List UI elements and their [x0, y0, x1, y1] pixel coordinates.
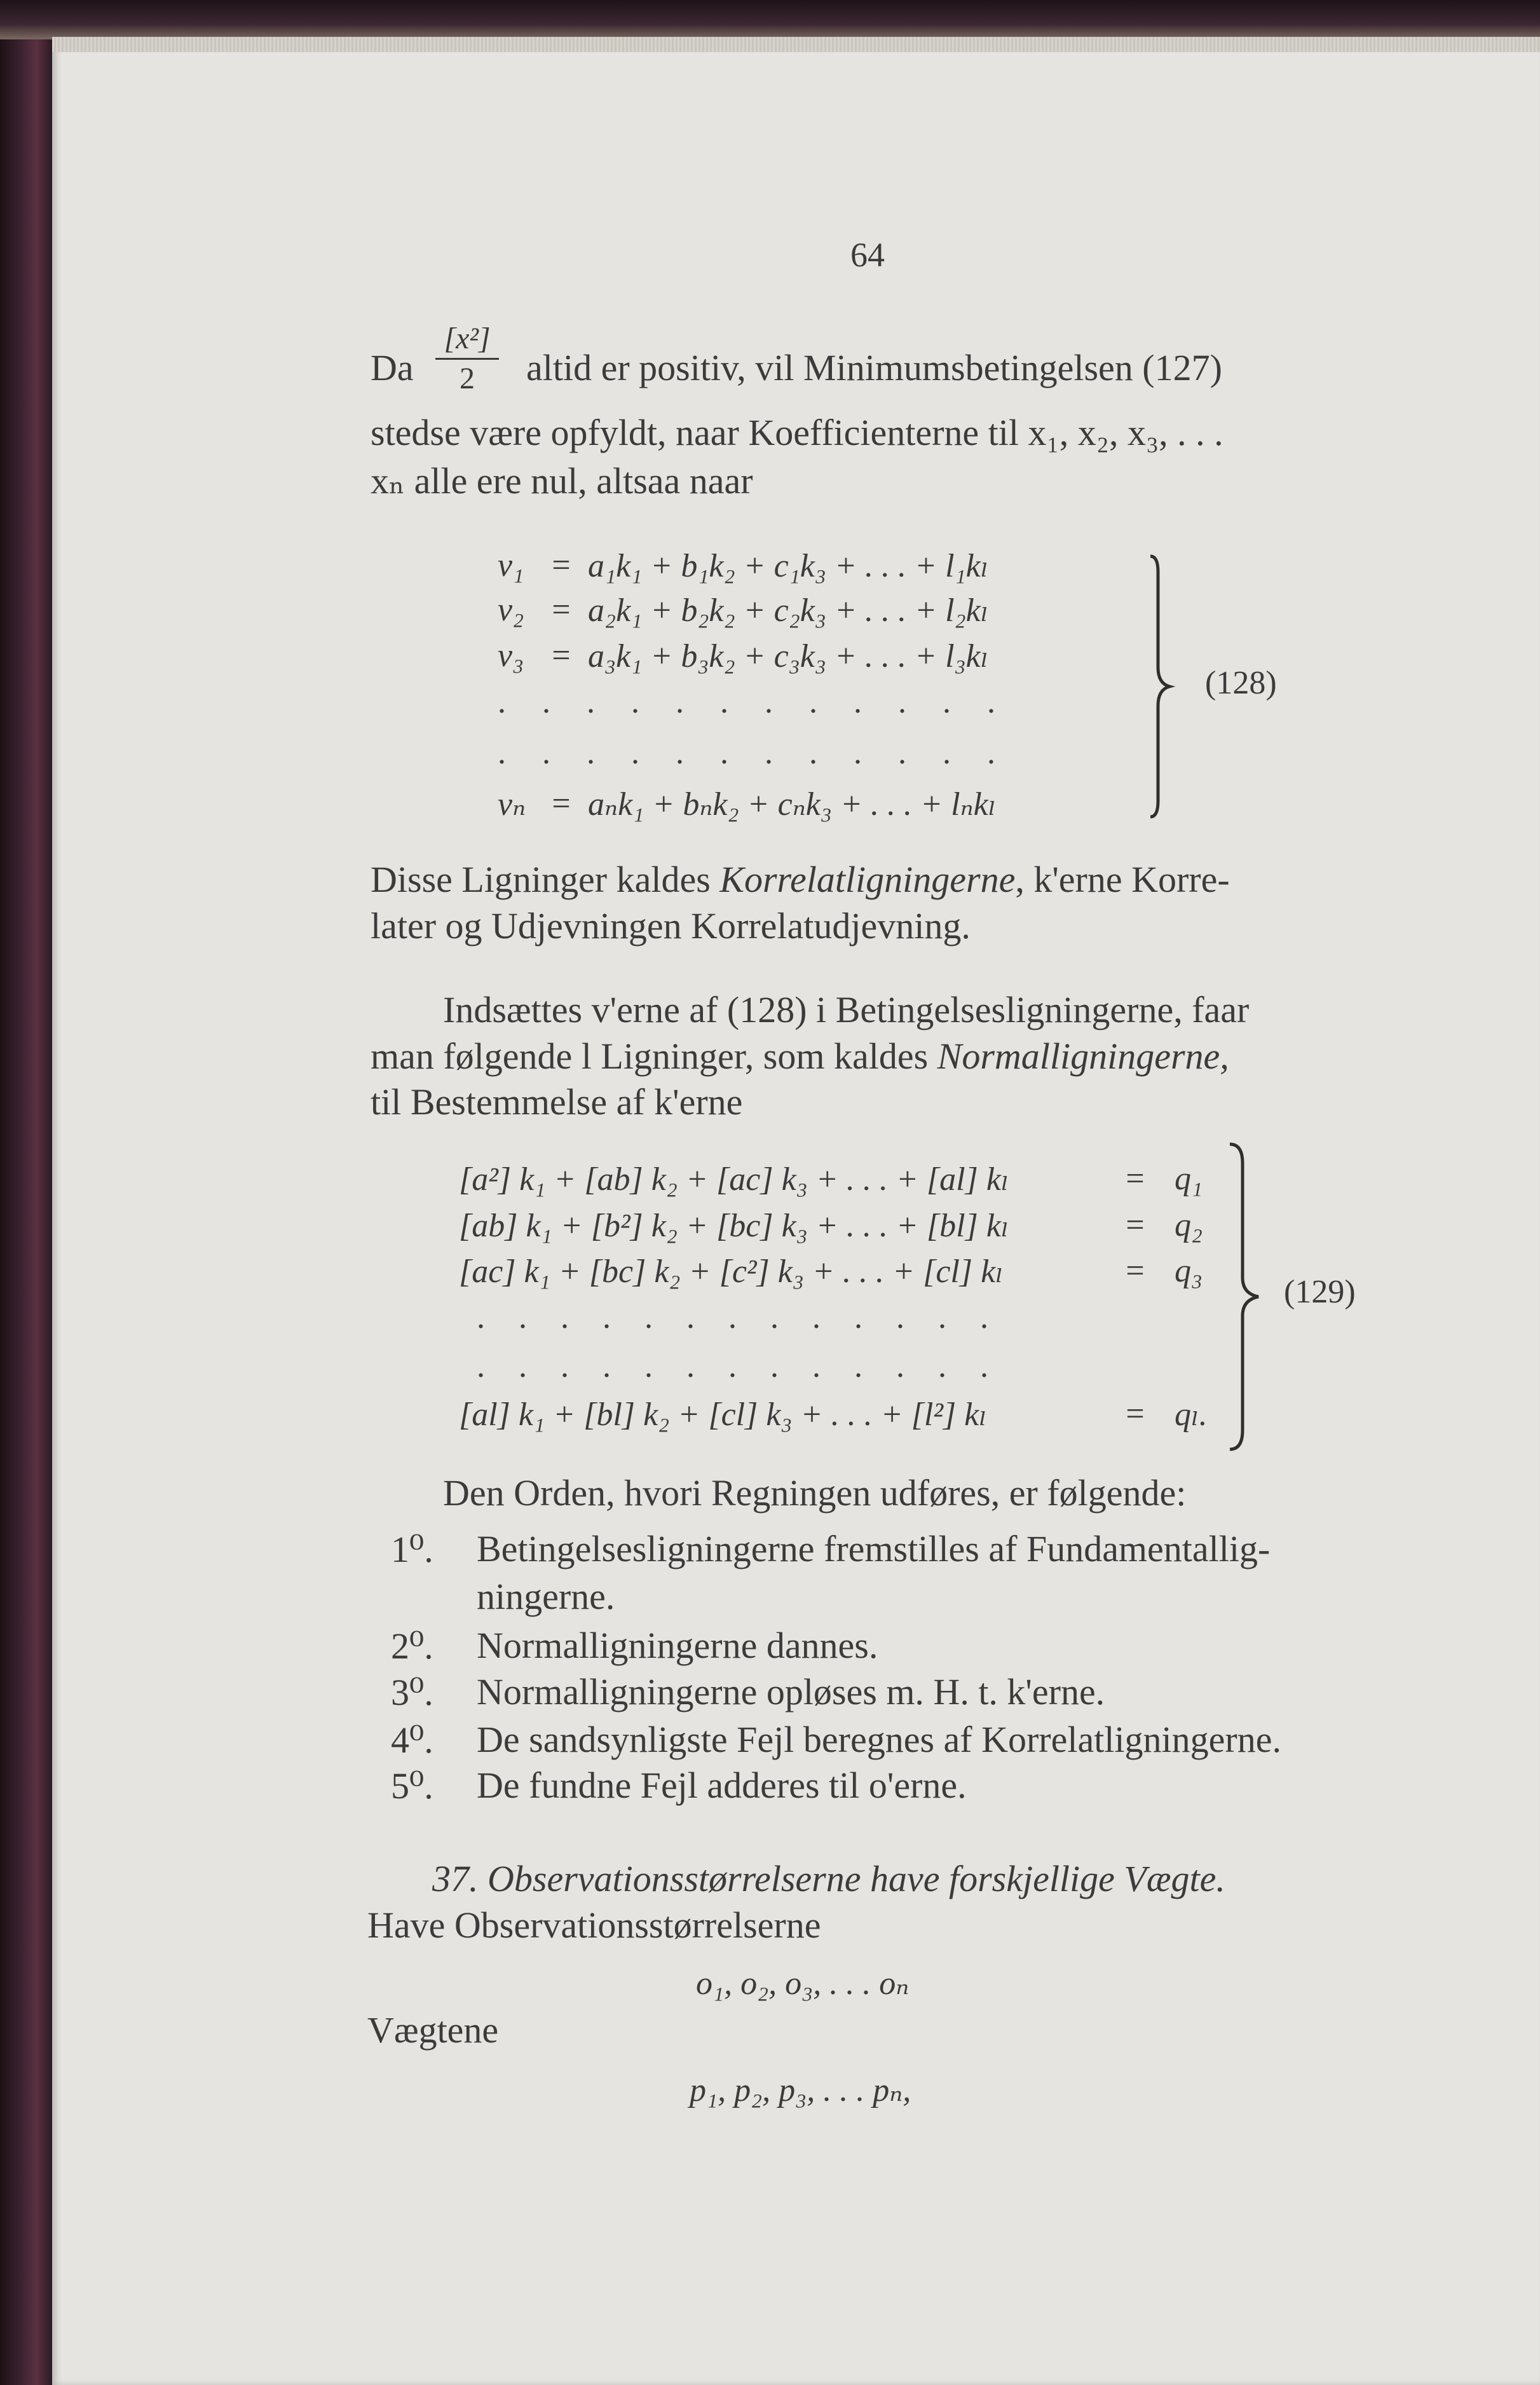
eq129-equals: = [1124, 1253, 1147, 1289]
eq128-rhs: a₂k₁ + b₂k₂ + c₂k₃ + . . . + l₂kₗ [588, 592, 989, 629]
eq128-dots: . . . . . . . . . . . . [498, 735, 1009, 771]
eq128-lhs: vₙ [498, 786, 526, 823]
eq128-lhs: v₁ [498, 547, 524, 584]
eq129-equals: = [1124, 1207, 1147, 1243]
eq129-rhs: q₁ [1175, 1161, 1203, 1197]
section-37-heading: 37. Observationsstørrelserne have forskjellige Vægte. [432, 1858, 1225, 1899]
intro-line2: stedse være opfyldt, naar Koefficienterne til x₁, x₂, x₃, . . . [371, 412, 1223, 453]
eq129-rhs: qₗ. [1175, 1397, 1208, 1433]
section-37-line2: Vægtene [367, 2009, 499, 2051]
para2-line1: Indsættes v'erne af (128) i Betingelsesligningerne, faar [443, 989, 1250, 1030]
book-spine-top [0, 0, 1540, 39]
weights-list: p₁, p₂, p₃, . . . pₙ, [690, 2072, 911, 2108]
para2-line2: man følgende l Ligninger, som kaldes Normalligningerne, [371, 1035, 1229, 1077]
intro-da: Da [371, 347, 414, 388]
eq129-dots: . . . . . . . . . . . . . [477, 1299, 1001, 1336]
eq129-brace [1223, 1141, 1268, 1452]
page-edge [52, 37, 1540, 52]
fraction-bar [435, 358, 499, 360]
order-item-number: 5⁰. [391, 1765, 433, 1807]
fraction-numerator: [x²] [444, 322, 491, 355]
intro-line3: xₙ alle ere nul, altsaa naar [371, 460, 753, 502]
section-37-line1: Have Observationsstørrelserne [367, 1904, 821, 1946]
para1-line2: later og Udjevningen Korrelatudjevning. [371, 905, 971, 946]
eq129-expr: [ac] k₁ + [bc] k₂ + [c²] k₃ + . . . + [cl] kₗ [459, 1254, 1004, 1290]
order-item-number: 3⁰. [391, 1672, 433, 1713]
page-number: 64 [850, 236, 885, 274]
eq128-rhs: aₙk₁ + bₙk₂ + cₙk₃ + . . . + lₙkₗ [588, 786, 997, 823]
eq129-expr: [a²] k₁ + [ab] k₂ + [ac] k₃ + . . . + [al] kₗ [459, 1161, 1009, 1198]
order-item-number: 1⁰. [391, 1529, 433, 1570]
para2-line3: til Bestemmelse af k'erne [371, 1081, 743, 1123]
order-item-text: De fundne Fejl adderes til o'erne. [477, 1765, 967, 1806]
book-spine-left [0, 0, 52, 2385]
eq128-dots: . . . . . . . . . . . . [498, 684, 1009, 720]
eq128-equals: = [550, 592, 573, 628]
eq129-dots: . . . . . . . . . . . . . [477, 1348, 1001, 1384]
eq128-lhs: v₂ [498, 592, 524, 628]
order-intro: Den Orden, hvori Regningen udføres, er følgende: [443, 1472, 1187, 1514]
order-item-text-cont: ningerne. [477, 1576, 615, 1617]
para1-line1: Disse Ligninger kaldes Korrelatligningerne, k'erne Korre- [371, 859, 1230, 900]
fraction-denominator: 2 [460, 362, 475, 395]
eq129-rhs: q₃ [1175, 1253, 1203, 1289]
intro-line1: altid er positiv, vil Minimumsbetingelsen (127) [526, 347, 1222, 388]
eq128-equals: = [550, 786, 573, 822]
eq129-equals: = [1124, 1396, 1147, 1432]
eq128-lhs: v₃ [498, 638, 524, 674]
observations-list: o₁, o₂, o₃, . . . oₙ [696, 1965, 910, 2002]
eq128-rhs: a₁k₁ + b₁k₂ + c₁k₃ + . . . + l₁kₗ [588, 548, 989, 584]
order-item-text: Normalligningerne opløses m. H. t. k'erne. [477, 1671, 1105, 1712]
eq128-label: (128) [1205, 665, 1277, 701]
eq129-label: (129) [1284, 1274, 1356, 1310]
eq128-equals: = [550, 638, 573, 674]
eq128-rhs: a₃k₁ + b₃k₂ + c₃k₃ + . . . + l₃kₗ [588, 638, 989, 674]
eq128-brace [1144, 553, 1182, 820]
order-item-text: Normalligningerne dannes. [477, 1625, 878, 1666]
eq129-expr: [al] k₁ + [bl] k₂ + [cl] k₃ + . . . + [l²] kₗ [459, 1397, 987, 1433]
order-item-text: Betingelsesligningerne fremstilles af Fundamentallig- [477, 1528, 1271, 1569]
eq128-equals: = [550, 547, 573, 584]
eq129-expr: [ab] k₁ + [b²] k₂ + [bc] k₃ + . . . + [bl] kₗ [459, 1208, 1009, 1244]
order-item-number: 2⁰. [391, 1625, 433, 1667]
eq129-rhs: q₂ [1175, 1207, 1203, 1243]
order-item-number: 4⁰. [391, 1719, 433, 1761]
eq129-equals: = [1124, 1161, 1147, 1197]
order-item-text: De sandsynligste Fejl beregnes af Korrelatligningerne. [477, 1719, 1281, 1760]
